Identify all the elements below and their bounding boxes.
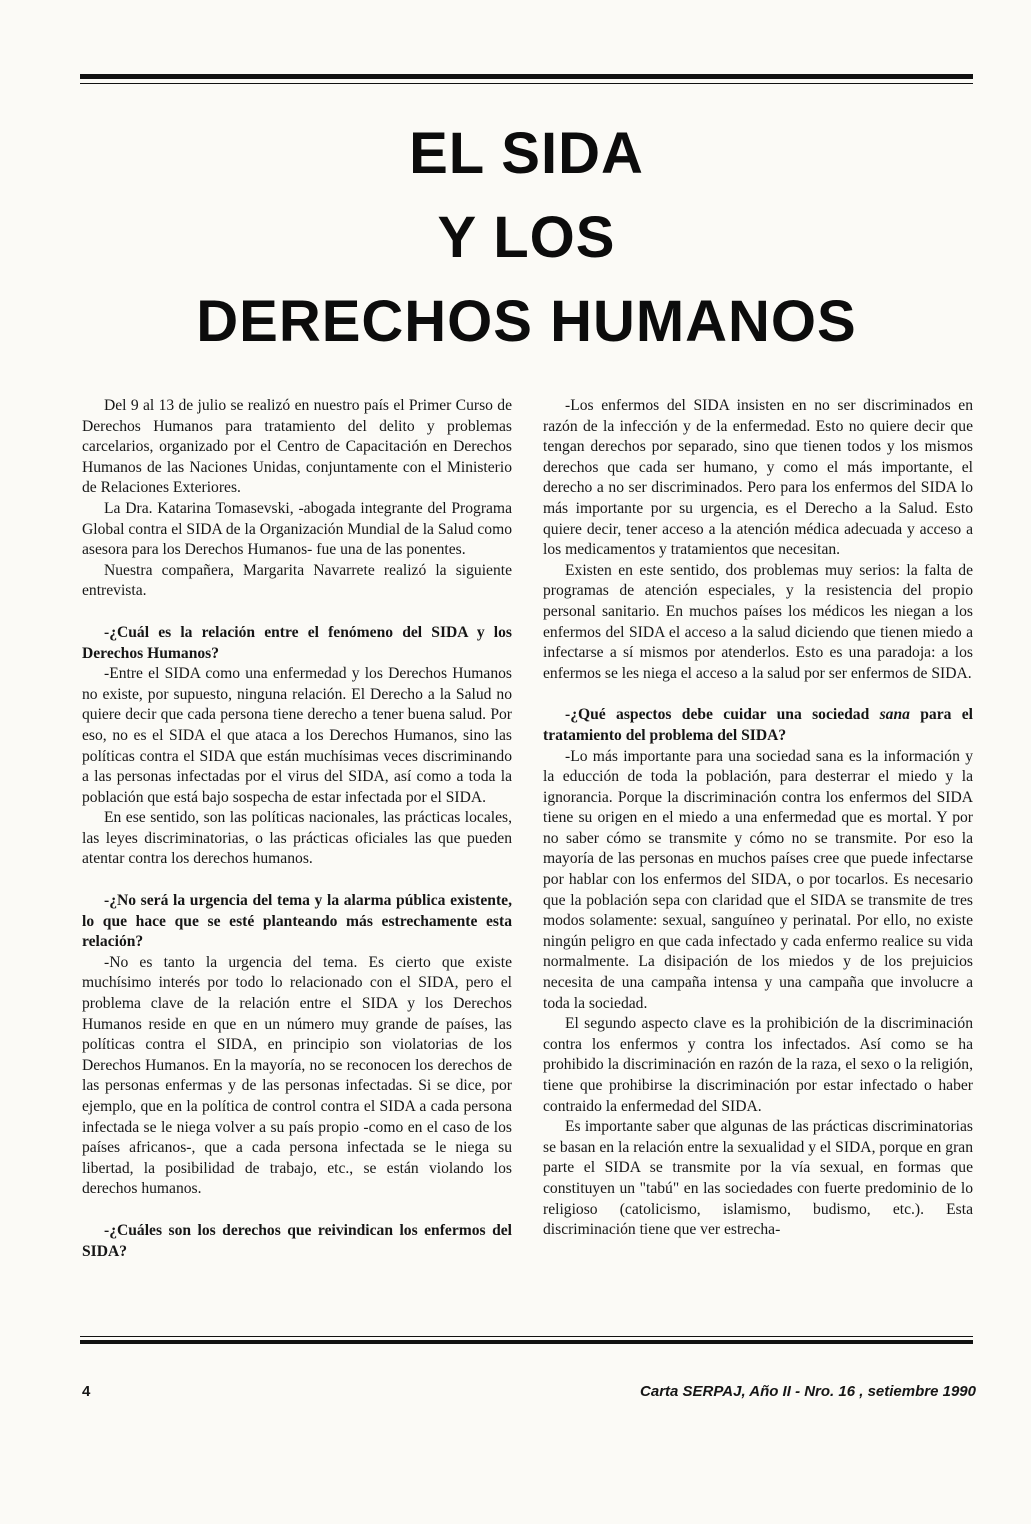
answer-1-continued: En ese sentido, son las políticas nacionales, las prácticas locales, las leyes discriminatorias, o las prácticas oficiales las que pueden atentar contra los derechos humanos. — [82, 809, 512, 868]
intro-paragraph: Del 9 al 13 de julio se realizó en nuestro país el Primer Curso de Derechos Humanos para tratamiento del delito y problemas carcelarios, organizado por el Centro de Capacitación en Derechos Humanos de las Naciones Unidas, conjuntamente con el Ministerio de Relaciones Exteriores. — [82, 397, 512, 497]
speaker-paragraph: La Dra. Katarina Tomasevski, -abogada integrante del Programa Global contra el SIDA de la Organización Mundial de la Salud como asesora para los Derechos Humanos- fue una de las ponentes. — [82, 499, 512, 559]
question-4 — [543, 705, 973, 746]
question-2: -¿No será la urgencia del tema y la alarma pública existente, lo que hace que se esté planteando más estrechamente esta relación? — [82, 892, 512, 951]
answer-3: -Los enfermos del SIDA insisten en no ser discriminados en razón de la infección y de la enfermedad. Esto no quiere decir que tengan derechos por separado, sino que tienen todos y los mismos derechos que cada ser humano, y como el más importante, el derecho a no ser discriminados. Pero para los enfermos del SIDA lo más importante por su urgencia, es el Derecho a la Salud. Esto quiere decir, tener acceso a la atención médica adecuada y acceso a los medicamentos y tratamientos que necesitan. — [543, 397, 973, 559]
question-3: -¿Cuáles son los derechos que reivindican los enfermos del SIDA? — [82, 1221, 512, 1260]
title-line-1: EL SIDA — [409, 121, 644, 186]
left-column — [82, 396, 512, 1262]
answer-4: -Lo más importante para una sociedad sana es la información y la educción de toda la población, para desterrar el miedo y la ignorancia. Porque la discriminación contra los enfermos del SIDA tiene su origen en el miedo a una enfermedad que es mortal. Y por no saber cómo se transmite y cómo no se transmite. Por eso la mayoría de las personas en muchos países cree que puede infectarse por hablar con los enfermos del SIDA, o por tocarlos. Es necesario que la población sepa con claridad que el SIDA se transmite de tres modos solamente: sexual, sanguíneo y perinatal. Por ello, no existe ningún peligro en que cada infectado y cada enfermo realice su vida normalmente. La disipación de los miedos y de los prejuicios necesita de una campaña intensa y una campaña que involucre a toda la sociedad. — [543, 747, 973, 1012]
bottom-double-rule — [80, 1336, 973, 1344]
title-line-3: DERECHOS HUMANOS — [196, 289, 857, 354]
answer-4-continued: El segundo aspecto clave es la prohibición de la discriminación contra los enfermos y contra los infectados. Así como se ha prohibido la discriminación en razón de la raza, el sexo o la religión, tiene que prohibirse la discriminación por estar infectado o haber contraido la enfermedad del SIDA. — [543, 1015, 973, 1115]
answer-1: -Entre el SIDA como una enfermedad y los Derechos Humanos no existe, por supuesto, ninguna relación. El Derecho a la Salud no quiere decir que cada persona tiene derecho a tener buena salud. Por eso, no es el SIDA el que ataca a los Derechos Humanos, sino las políticas contra el SIDA que están muchísimas veces discriminando a las personas infectadas por el virus del SIDA, así como a toda la población que está bajo sospecha de estar infectada por el SIDA. — [82, 665, 512, 806]
question-1: -¿Cuál es la relación entre el fenómeno del SIDA y los Derechos Humanos? — [82, 623, 512, 662]
publication-footer: Carta SERPAJ, Año II - Nro. 16 , setiembre 1990 — [640, 1383, 976, 1400]
title-line-2: Y LOS — [437, 205, 616, 270]
question-4-emphasis: sana — [879, 706, 910, 724]
answer-4-final: Es importante saber que algunas de las prácticas discriminatorias se basan en la relación entre la sexualidad y el SIDA, porque en gran parte el SIDA se transmite por la vía sexual, en formas que constituyen un "tabú" en las sociedades con fuerte predominio de lo religioso (catolicismo, islamismo, budismo, etc.). Esta discriminación tiene que ver estrecha- — [543, 1118, 973, 1239]
article-title — [80, 112, 973, 364]
top-double-rule — [80, 74, 973, 84]
question-4-start: -¿Qué aspectos debe cuidar una sociedad — [565, 706, 880, 724]
right-column — [543, 396, 973, 1241]
interviewer-paragraph: Nuestra compañera, Margarita Navarrete realizó la siguiente entrevista. — [82, 561, 512, 600]
page-number: 4 — [82, 1383, 91, 1400]
answer-3-continued: Existen en este sentido, dos problemas muy serios: la falta de programas de atención especiales, y la resistencia del propio personal sanitario. En muchos países los médicos les niegan a los enfermos del SIDA el acceso a la salud diciendo que tienen miedo a infectarse a sí mismos por atenderlos. Esto es una paradoja: a los enfermos se les niega el acceso a la salud por ser enfermos de SIDA. — [543, 561, 973, 682]
question-4-end: para el tratamiento del problema del SIDA? — [543, 706, 973, 744]
answer-2: -No es tanto la urgencia del tema. Es cierto que existe muchísimo interés por todo lo relacionado con el SIDA, pero el problema clave de la relación entre el SIDA y los Derechos Humanos reside en que en un número muy grande de países, las políticas contra el SIDA, en principio son violatorias de los Derechos Humanos. En la mayoría, no se reconocen los derechos de las personas enfermas y de las personas infectadas. Si se dice, por ejemplo, que en la política de control contra el SIDA a cada persona infectada se le niega volver a su país propio -como en el caso de los países africanos-, que a cada persona infectada se le niega su libertad, la posibilidad de trabajo, etc., se están violando los derechos humanos. — [82, 953, 512, 1198]
